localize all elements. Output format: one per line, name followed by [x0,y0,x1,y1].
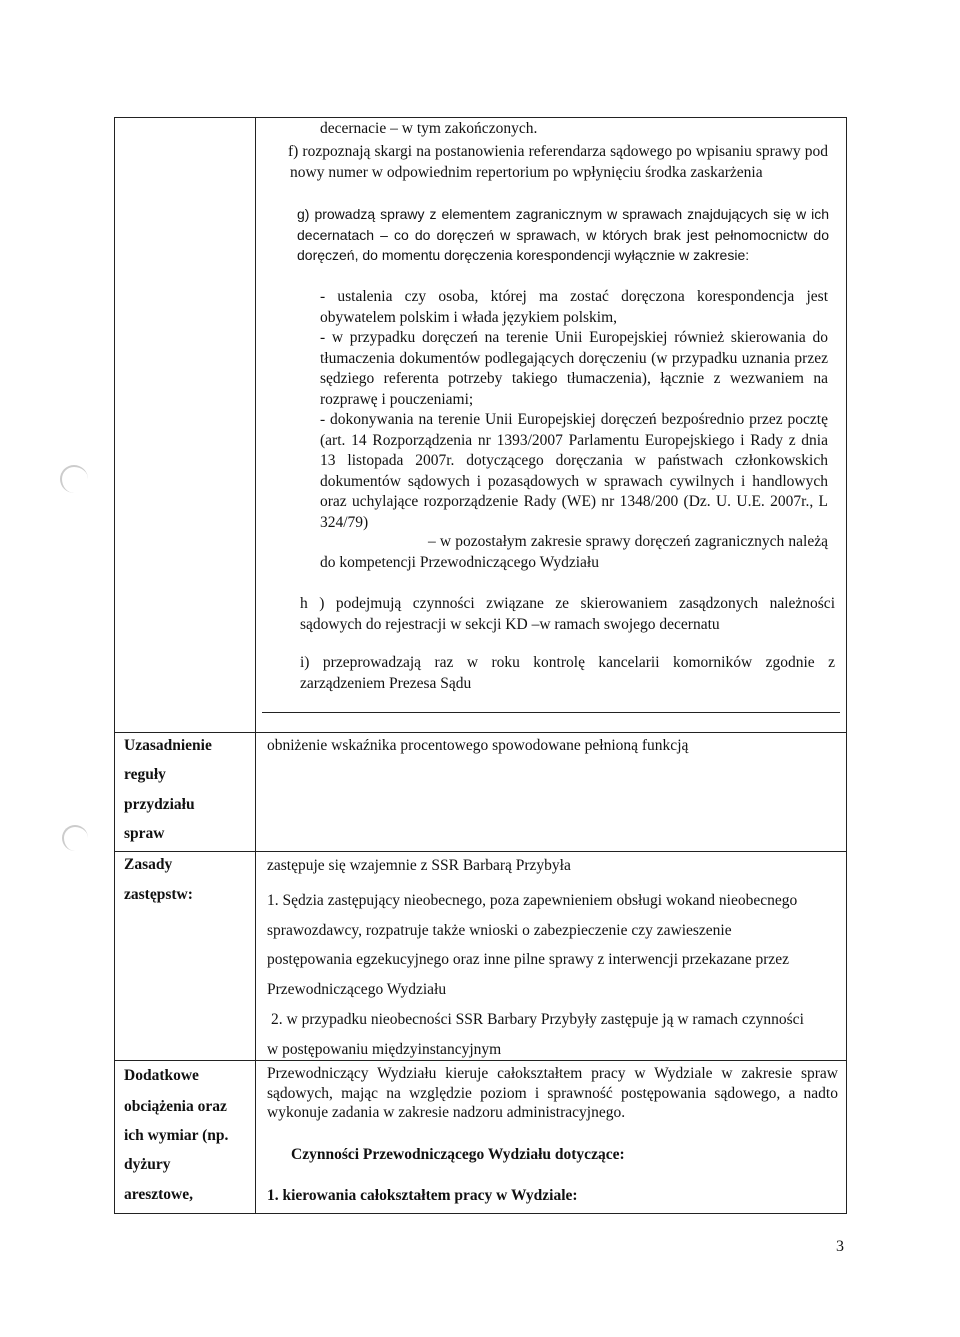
page-number: 3 [836,1238,844,1255]
bullet-1: - ustalenia czy osoba, której ma zostać doręczona korespondencja jest obywatelem polskim i włada językiem polskim, [320,288,828,326]
row-divider [114,851,847,852]
dodatkowe-paragraph: Przewodniczący Wydziału kieruje całokształtem pracy w Wydziale w zakresie spraw sądowych, mając na względzie poziom i sprawność postępowania sądowego, a nadto wykonuje zadania w zakresie nadzoru administracyjnego. [267,1065,838,1121]
label-uzasadnienie-1: Uzasadnienie [124,737,212,754]
bullet-3: - dokonywania na terenie Unii Europejskiej doręczeń bezpośrednio przez pocztę (art. 14 Rozporządzenia nr 1393/2007 Parlamentu Europejskiego i Rady z dnia 13 listopada 2007r. dotyczącego doręczania w państwach członkowskich dokumentów sądowych i pozasądowych w sprawach cywilnych i handlowych oraz uchylające rozporządzenie Rady (WE) nr 1348/200 (Dz. U. U.E. 2007r., L 324/79) [320,411,828,531]
label-uzasadnienie-3: przydziału [124,796,195,813]
item-f: f) rozpoznają skargi na postanowienia referendarza sądowego po wpisaniu sprawy pod nowy numer w odpowiednim repertorium po wpłynięciu środka zaskarżenia [288,143,828,181]
zastepstwa-point-1: 1. Sędzia zastępujący nieobecnego, poza zapewnieniem obsługi wokand nieobecnego sprawozdawcy, rozpatruje także wnioski o zabezpieczenie czy zawieszenie postępowania egzekucyjnego oraz inne pilne sprawy z interwencji przekazane przez Przewodniczącego Wydziału [267,892,798,999]
zastepstwa-point-2: 2. w przypadku nieobecności SSR Barbary Przybyły zastępuje ją w ramach czynności w postępowaniu międzyinstancyjnym [267,1011,804,1058]
label-dodatkowe-1: Dodatkowe [124,1067,199,1084]
label-dodatkowe-2: obciążenia oraz [124,1098,227,1115]
label-uzasadnienie-4: spraw [124,825,165,842]
item-i: i) przeprowadzają raz w roku kontrolę kancelarii komorników zgodnie z zarządzeniem Prezesa Sądu [300,654,835,692]
dodatkowe-point-1: 1. kierowania całokształtem pracy w Wydziale: [267,1187,578,1204]
item-h: h ) podejmują czynności związane ze skierowaniem zasądzonych należności sądowych do rejestracji w sekcji KD –w ramach swojego decernatu [300,595,835,633]
bullet-4: – w pozostałym zakresie sprawy doręczeń zagranicznych należą do kompetencji Przewodniczącego Wydziału [320,533,828,571]
bullet-2: - w przypadku doręczeń na terenie Unii Europejskiej również skierowania do tłumaczenia dokumentów podlegających doręczeniu (w przypadku uznania przez sędziego referenta potrzeby takiego tłumaczenia), łącznie z wezwaniem na rozprawę i pouczeniami; [320,329,828,408]
section-underline [262,712,840,713]
label-dodatkowe-3: ich wymiar (np. [124,1127,229,1144]
scan-mark [60,465,88,493]
label-uzasadnienie-2: reguły [124,766,166,783]
label-dodatkowe-4: dyżury [124,1156,171,1173]
label-dodatkowe-5: aresztowe, [124,1186,194,1203]
dodatkowe-heading: Czynności Przewodniczącego Wydziału dotyczące: [291,1146,625,1163]
zastepstwa-line-1: zastępuje się wzajemnie z SSR Barbarą Przybyła [267,857,571,874]
column-divider [255,117,256,1214]
label-zastepstwa-2: zastępstw: [124,886,193,903]
item-g: g) prowadzą sprawy z elementem zagranicznym w sprawach znajdujących się w ich decernatach – co do doręczeń w sprawach, w których brak jest pełnomocnictw do doręczeń, do momentu doręczenia korespondencji wyłącznie w zakresie: [297,206,829,263]
line-a: decernacie – w tym zakończonych. [320,120,538,137]
label-zastepstwa-1: Zasady [124,856,173,873]
uzasadnienie-text: obniżenie wskaźnika procentowego spowodowane pełnioną funkcją [267,737,689,754]
scan-mark [62,825,88,851]
row-divider [114,732,847,733]
